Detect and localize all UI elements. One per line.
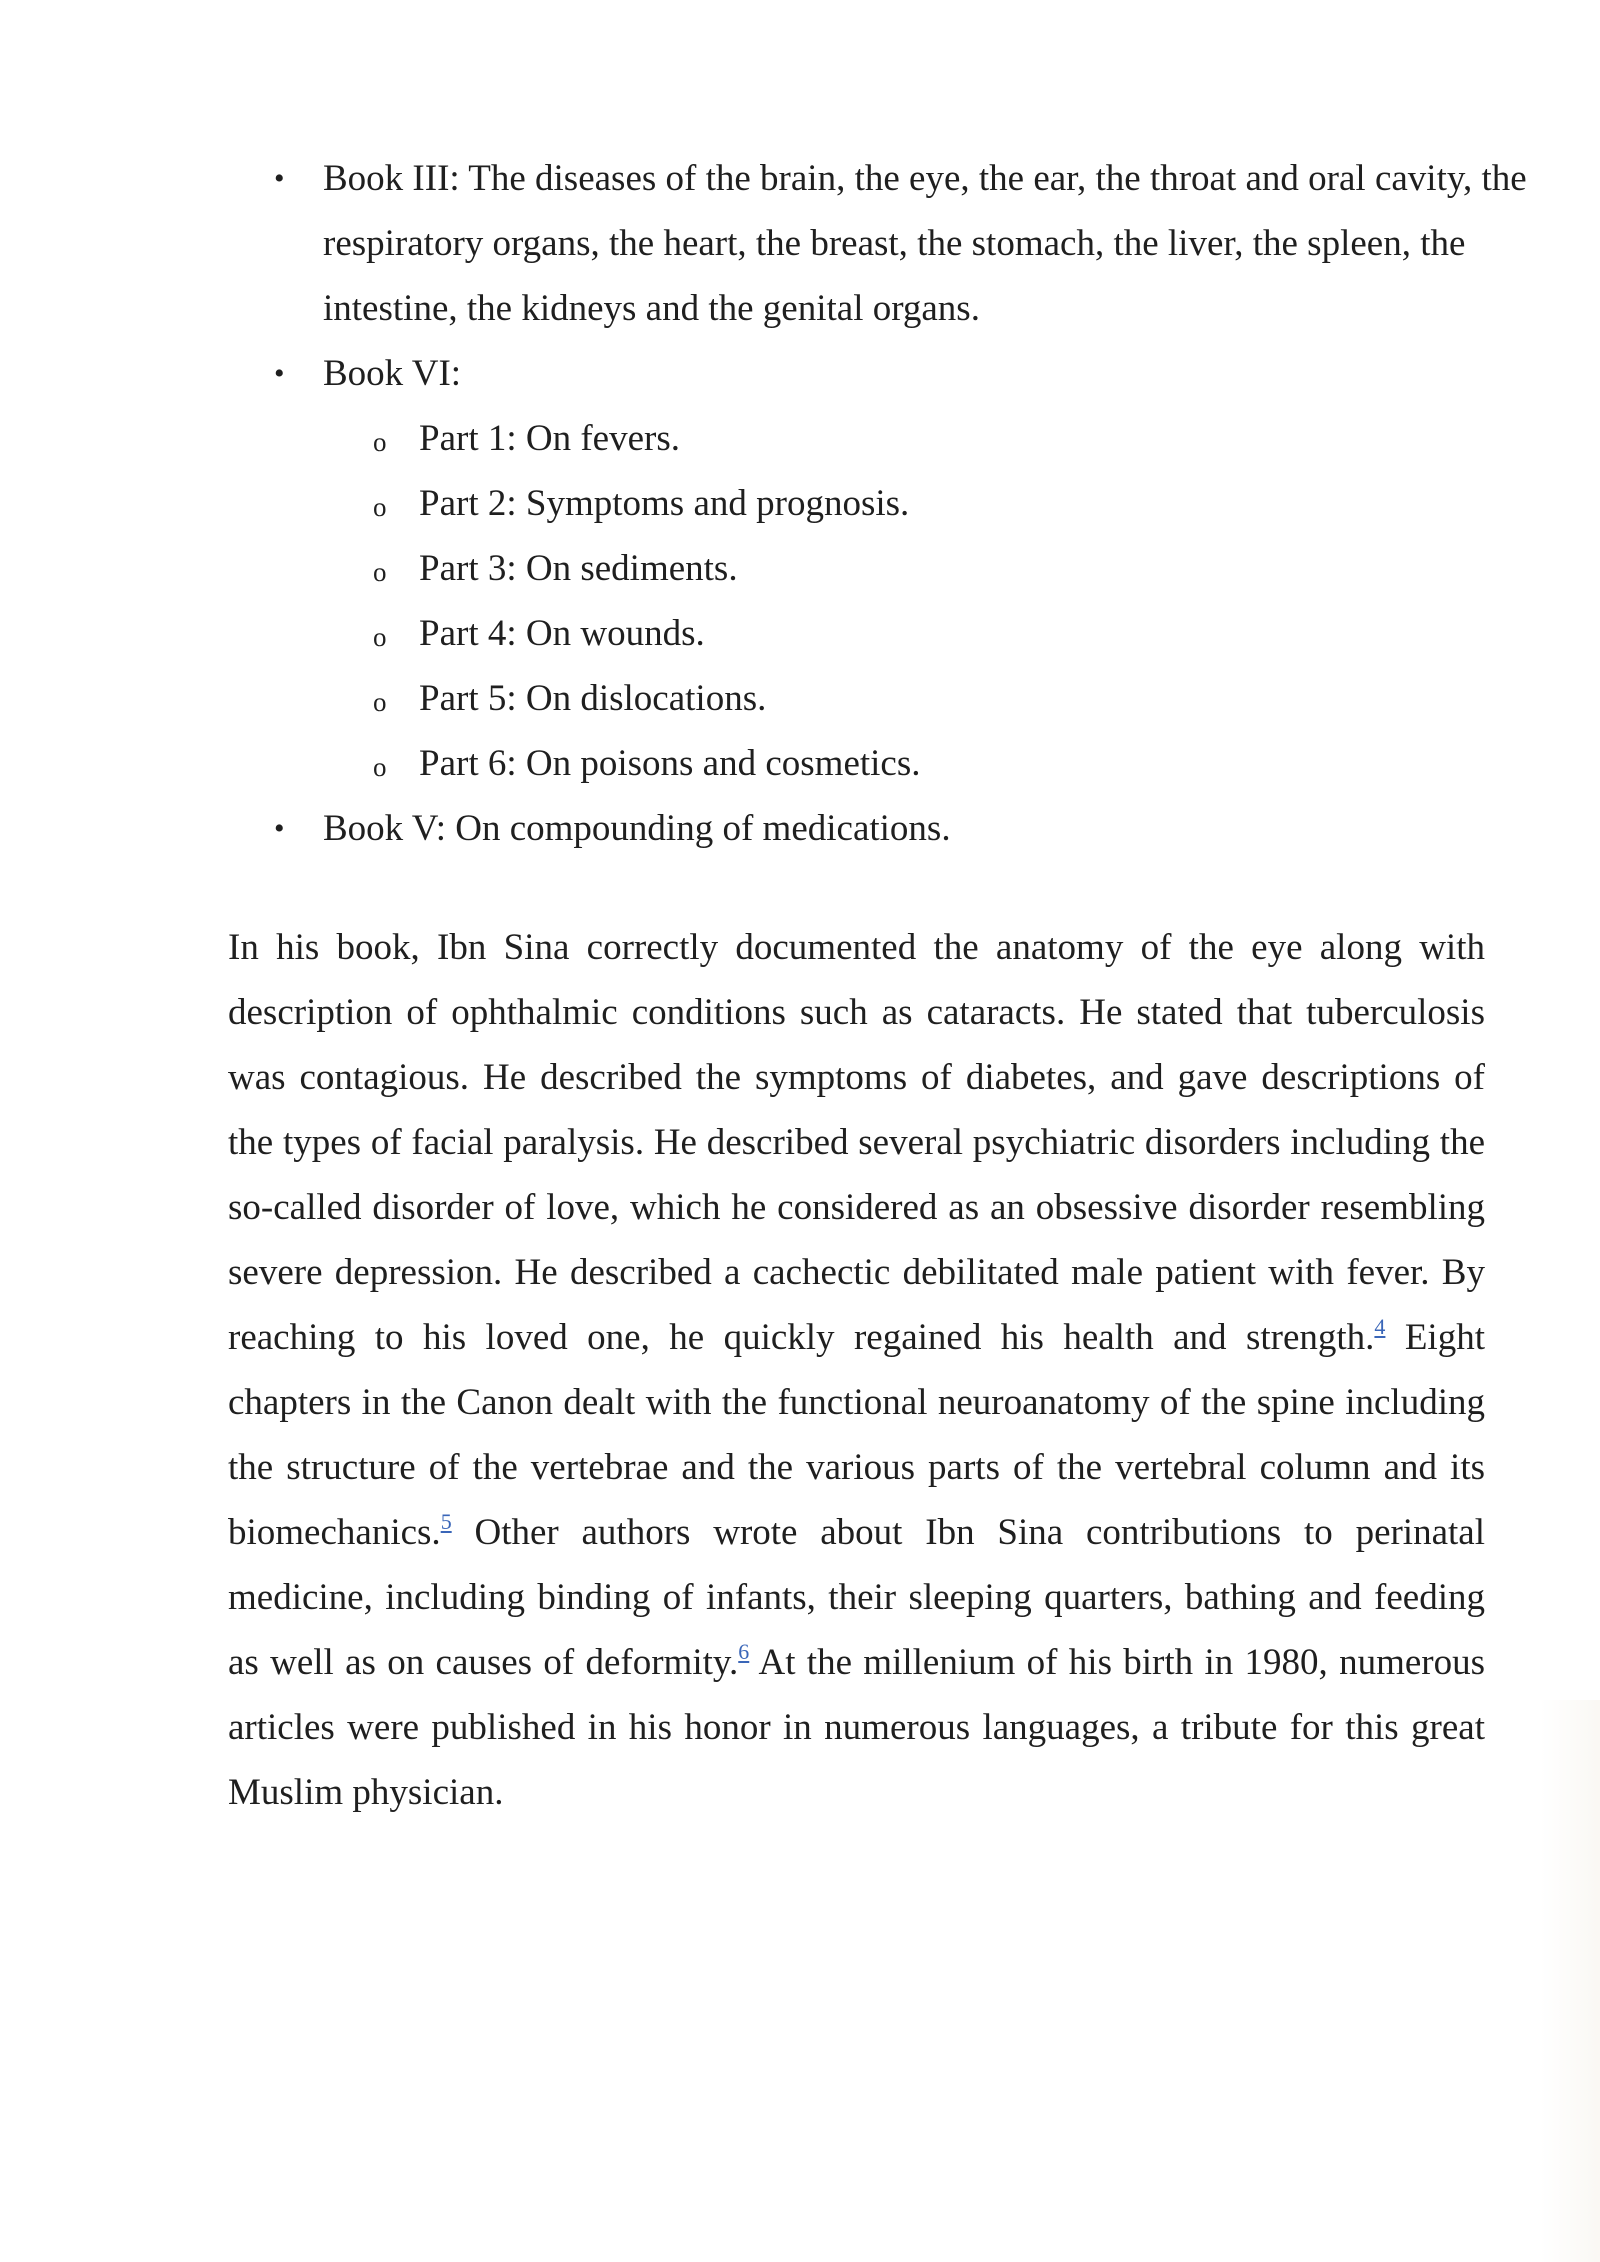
list-item-part-6 <box>323 731 1560 796</box>
list-item-part-3 <box>323 536 1560 601</box>
circle-marker: o <box>373 492 387 522</box>
paragraph-text: In his book, Ibn Sina correctly documented the anatomy of the eye along with description of ophthalmic conditions such as cataracts. He stated that tuberculosis was contagious. He described the symptoms of diabetes, and gave descriptions of the types of facial paralysis. He described several psychiatric disorders including the so-called disorder of love, which he considered as an obsessive disorder resembling severe depression. He described a cachectic debilitated male patient with fever. By reaching to his loved one, he quickly regained his health and strength. <box>228 927 1485 1358</box>
circle-marker: o <box>373 557 387 587</box>
list-item-part-1 <box>323 406 1560 471</box>
circle-marker: o <box>373 752 387 782</box>
footnote-link-6[interactable]: 6 <box>738 1639 750 1664</box>
list-item-book-iii <box>230 146 1560 341</box>
parts-list <box>323 406 1560 796</box>
circle-marker: o <box>373 427 387 457</box>
list-item-text: Book VI: <box>323 353 462 394</box>
list-item-book-v <box>230 796 1560 861</box>
bullet-marker: • <box>274 162 285 195</box>
circle-marker: o <box>373 687 387 717</box>
list-item-text: Book III: The diseases of the brain, the eye, the ear, the throat and oral cavity, the respiratory organs, the heart, the breast, the stomach, the liver, the spleen, the intestine, the kidneys and the genital organs. <box>323 158 1527 329</box>
list-item-text: Book V: On compounding of medications. <box>323 808 951 849</box>
list-item-part-5 <box>323 666 1560 731</box>
circle-marker: o <box>373 622 387 652</box>
footnote-link-4[interactable]: 4 <box>1374 1314 1386 1339</box>
list-item-text: Part 2: Symptoms and prognosis. <box>419 483 910 524</box>
list-item-part-4 <box>323 601 1560 666</box>
footnote-link-5[interactable]: 5 <box>440 1509 452 1534</box>
list-item-text: Part 6: On poisons and cosmetics. <box>419 743 921 784</box>
list-item-part-2 <box>323 471 1560 536</box>
books-list <box>230 146 1560 861</box>
list-item-text: Part 1: On fevers. <box>419 418 680 459</box>
list-item-text: Part 5: On dislocations. <box>419 678 767 719</box>
list-item-text: Part 4: On wounds. <box>419 613 705 654</box>
page-edge-shade <box>1540 1700 1600 2262</box>
bullet-marker: • <box>274 357 285 390</box>
list-item-book-vi <box>230 341 1560 796</box>
paragraph-text: Other authors wrote about Ibn Sina contributions to perinatal medicine, including binding of infants, their sleeping quarters, bathing and feeding as well as on causes of deformity. <box>228 1512 1485 1683</box>
paragraph-text: At the millenium of his birth in 1980, numerous articles were published in his honor in numerous languages, a tribute for this great Muslim physician. <box>228 1642 1485 1813</box>
body-paragraph <box>228 915 1485 1825</box>
bullet-marker: • <box>274 812 285 845</box>
list-item-text: Part 3: On sediments. <box>419 548 738 589</box>
paragraph-text: Eight chapters in the Canon dealt with the functional neuroanatomy of the spine including the structure of the vertebrae and the various parts of the vertebral column and its biomechanics. <box>228 1317 1485 1553</box>
